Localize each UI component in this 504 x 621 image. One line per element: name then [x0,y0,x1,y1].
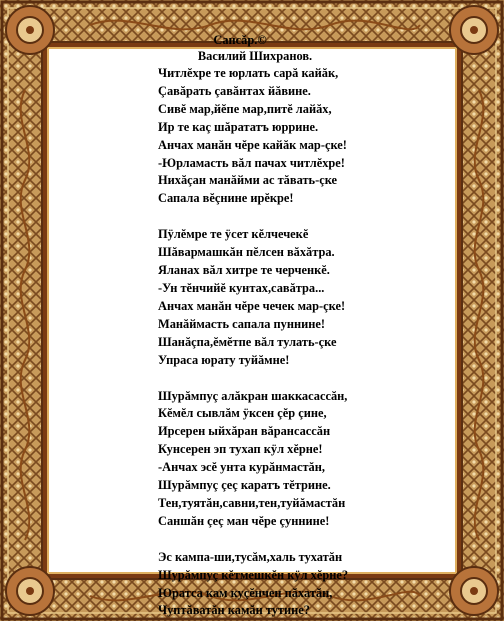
poem-line: Яланах вăл хитре те черченкĕ. [158,263,330,278]
poem-line: -Юрламасть вăл пачах читлĕхре! [158,155,345,170]
poem-line: Сивĕ мар,йĕпе мар,питĕ лайăх, [158,101,332,116]
stanza-4 [158,549,440,621]
poem-line: Чуптăватăн камăн тутине? [158,603,310,618]
poem-line: Манăймасть сапала пуннине! [158,316,326,331]
poem-author: Василий Шихранов. [197,49,313,63]
poem-line: Кĕмĕл сывлăм ÿксен çĕр çине, [158,406,327,421]
stanza-gap [70,531,440,549]
poem-line: Сапала вĕçнине ирĕкре! [158,191,294,206]
poem-title: Сансăр.© [213,33,267,47]
poem-line: Саншăн çеç ман чĕре çуннине! [158,513,330,528]
poem-line: Упраса юрату туйăмне! [158,352,290,367]
poem-line: -Ун тĕнчийĕ кунтах,савăтра... [158,280,325,295]
poem-line: Шăвармашкăн пĕлсен вăхăтра. [158,245,335,260]
stanza-gap [70,370,440,388]
poem-line: Шанăçпа,ĕмĕтпе вăл тулать-çке [158,334,337,349]
poem-line: Ирсерен ыйхăран вăрансассăн [158,424,331,439]
poem [70,32,440,620]
poem-line: Шурăмпуç кĕтмешкĕн кÿл хĕрне? [158,567,349,582]
stanza-1 [158,65,440,208]
poem-line: Пÿлĕмре те ÿсет кĕлчечекĕ [158,227,309,242]
poem-line: Ир те каç шăрататъ юррине. [158,119,319,134]
stanza-gap [70,208,440,226]
poem-line: Кунсерен эп тухап кÿл хĕрне! [158,442,323,457]
poem-line: Тен,туятăн,савни,тен,туйăмастăн [158,495,346,510]
poem-line: -Анчах эсĕ унта курăнмастăн, [158,460,325,475]
stanza-3 [158,388,440,531]
poem-line: Нихăçан манăйми ас тăвать-çке [158,173,338,188]
poem-line: Эс кампа-ши,тусăм,халь тухатăн [158,549,343,564]
poem-line: Шурăмпуç çеç каратъ тĕтрине. [158,478,331,493]
poem-line: Шурăмпуç алăкран шаккасассăн, [158,388,348,403]
poem-line: Юратса кам куçĕнчен пăхатăн, [158,585,333,600]
stanza-2 [158,226,440,369]
poem-line: Читлĕхре те юрлать сарă кайăк, [158,66,339,80]
poem-line: Çавăрать çавăнтах йăвине. [158,83,311,98]
poem-line: Анчах манăн чĕре кайăк мар-çке! [158,137,347,152]
poem-line: Анчах манăн чĕре чечек мар-çке! [158,298,346,313]
